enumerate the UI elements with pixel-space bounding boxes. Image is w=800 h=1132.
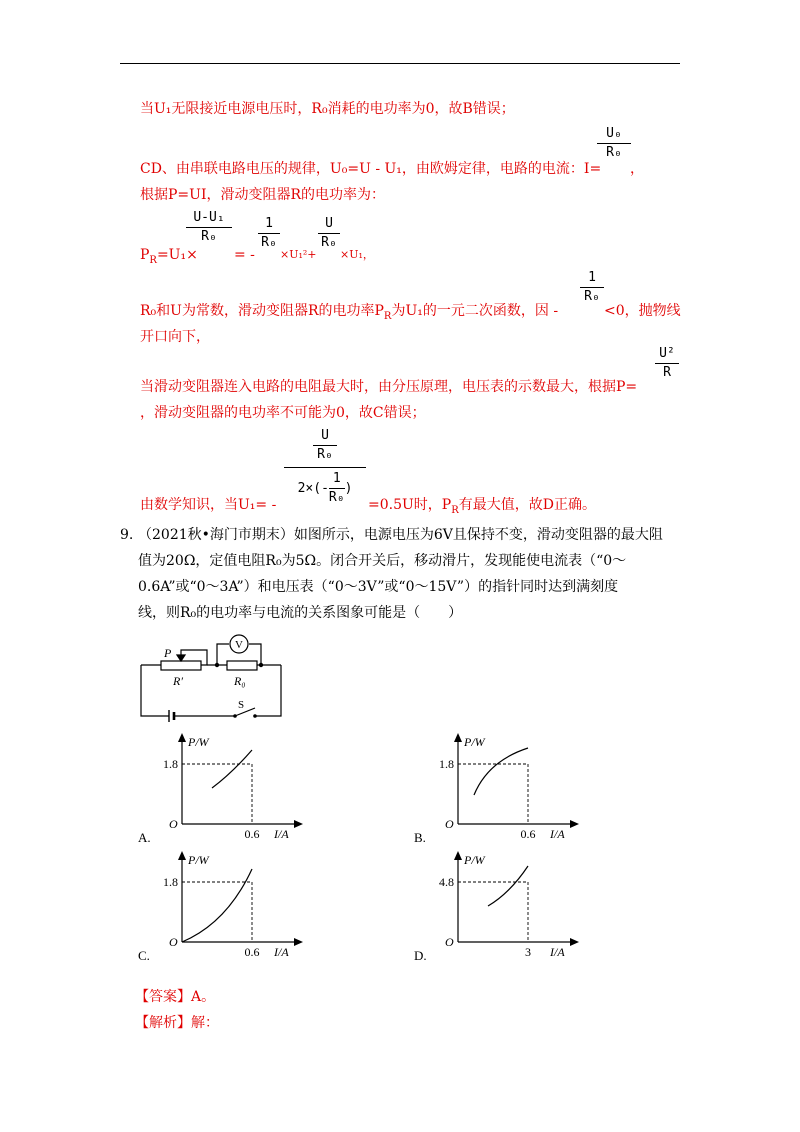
voltmeter-label: V [235,639,243,651]
y-tick-label: 1.8 [439,757,454,771]
x-axis-arrow [570,820,579,828]
solution-line-5: R₀和U为常数，滑动变阻器R的电功率$P_R$为U₁的一元二次函数，因 - [140,303,559,322]
answer-line: 【答案】A。 [135,989,216,1005]
x-tick-label: 3 [525,945,531,959]
switch-label: S [238,699,245,711]
resistor-label: R₀ [234,674,246,688]
solution-line-2: CD、由串联电路电压的规律，U₀=U - U₁，由欧姆定律，电路的电流：I= [140,161,602,177]
question-line-2: 值为20Ω，定值电阻R₀为5Ω。闭合开关后，移动滑片，发现能使电流表（“0～ [138,553,627,569]
y-tick-label: 1.8 [163,757,178,771]
question-line-3: 0.6A”或“0～3A”）和电压表（“0～3V”或“0～15V”）的指针同时达到满刻度 [138,579,619,595]
solution-line-2-tail: ， [630,161,644,177]
solution-line-1: 当U₁无限接近电源电压时，R₀消耗的电功率为0，故B错误； [140,101,515,117]
option-letter: B. [414,830,426,845]
y-axis-arrow [178,851,186,860]
x-axis-label: I/A [274,827,289,841]
origin-label: O [169,817,178,831]
rheostat-label: R′ [173,674,183,688]
option-letter: D. [414,948,427,963]
y-axis-arrow [454,851,462,860]
y-axis-label: P/W [464,853,485,867]
fraction-u-minus-u1-over-r0: U-U₁ R₀ [186,210,232,245]
origin-label: O [169,935,178,949]
y-axis-label: P/W [188,735,209,749]
y-axis-label: P/W [464,735,485,749]
x-tick-label: 0.6 [244,827,260,841]
y-axis-label: P/W [188,853,209,867]
junction-dot-right [259,663,263,667]
x-tick-label: 0.6 [520,827,536,841]
question-line-4: 线，则R₀的电功率与电流的关系图象可能是（ ） [138,605,463,621]
solution-line-9: 由数学知识，当U₁= - [140,497,277,513]
solution-line-8: ，滑动变阻器的电功率不可能为0，故C错误； [140,405,426,421]
fraction-u0-r0: U₀ R₀ [597,126,631,161]
y-axis-arrow [454,733,462,742]
fraction-u2-over-r: U² R [655,346,679,381]
solution-line-6: 开口向下， [140,329,210,345]
option-graph-3 [414,848,584,966]
header-rule [120,63,680,64]
u1-squared-plus: ×U₁²+ [280,248,317,261]
solution-line-9-tail: =0.5U时，$P_R$有最大值，故D正确。 [368,497,596,516]
solution-line-7: 当滑动变阻器连入电路的电阻最大时，由分压原理，电压表的示数最大，根据P= [140,379,638,395]
option-graph-0 [138,730,308,848]
x-axis-label: I/A [550,827,565,841]
option-graph-2 [138,848,308,966]
analysis-line: 【解析】解： [135,1015,219,1031]
switch-contact [253,714,257,718]
fraction-1-over-r0-b: 1 R₀ [580,270,604,305]
x-axis-arrow [294,938,303,946]
fraction-vertex: U R₀ 2×(- $\frac{1}{\text{R₀}}$ ) [284,428,366,506]
y-tick-label: 4.8 [439,875,454,889]
option-letter: C. [138,948,150,963]
fraction-u-over-r0: U R₀ [318,216,340,251]
power-curve [474,748,528,795]
origin-label: O [445,935,454,949]
origin-label: O [445,817,454,831]
solution-line-5-tail: <0，抛物线 [604,303,681,319]
solution-line-4: $P_R=U_1\times$ [140,247,198,266]
power-curve [212,750,252,788]
fraction-1-over-r0: 1 R₀ [258,216,280,251]
x-axis-arrow [570,938,579,946]
option-letter: A. [138,830,151,845]
question-line-1: （2021秋•海门市期末）如图所示，电源电压为6V且保持不变，滑动变阻器的最大阻 [138,527,663,543]
slider-label: P [164,646,172,660]
x-tick-label: 0.6 [244,945,260,959]
equals-minus: = - [234,247,255,263]
option-graph-1 [414,730,584,848]
y-axis-arrow [178,733,186,742]
circuit-diagram [135,632,285,724]
y-tick-label: 1.8 [163,875,178,889]
power-curve [182,869,252,942]
question-number: 9. [120,527,134,543]
power-curve [488,866,528,906]
switch-pivot [233,714,237,718]
times-u1: ×U₁， [340,248,374,261]
x-axis-arrow [294,820,303,828]
x-axis-label: I/A [550,945,565,959]
solution-line-3: 根据P=UI，滑动变阻器R的电功率为： [140,187,386,203]
junction-dot-left [215,663,219,667]
x-axis-label: I/A [274,945,289,959]
